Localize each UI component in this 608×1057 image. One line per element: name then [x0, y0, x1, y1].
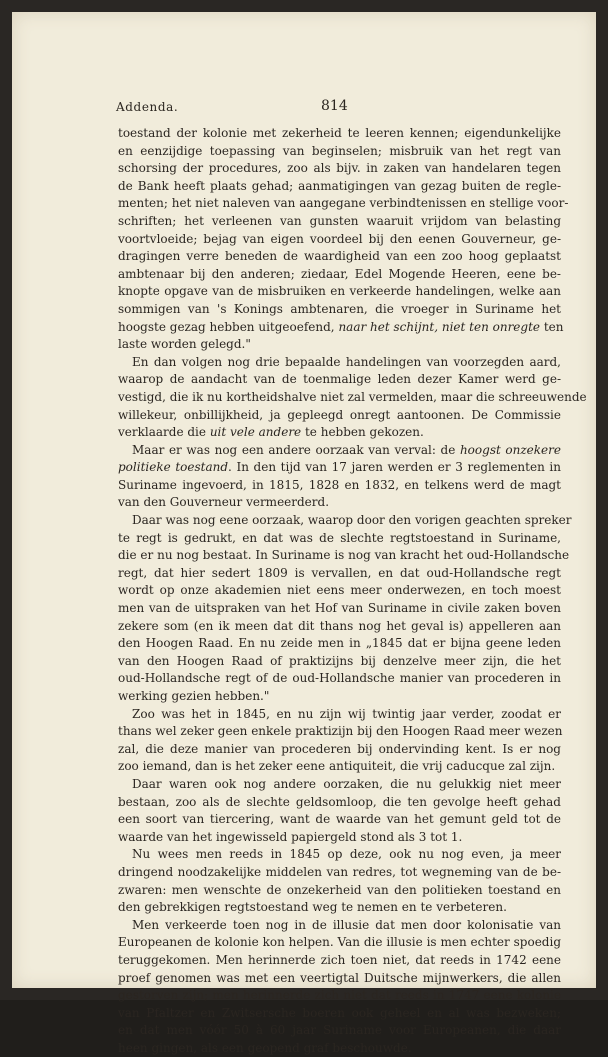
text-line: schorsing der procedures, zoo als bijv. in zaken van handelaren tegen [118, 161, 561, 176]
text-line: wordt op onze akademien niet eens meer onderwezen, en toch moest [118, 583, 561, 598]
text-line: Nu wees men reeds in 1845 op deze, ook nu nog even, ja meer [132, 847, 561, 862]
text-line: En dan volgen nog drie bepaalde handelingen van voorzegden aard, [132, 354, 561, 369]
text-line: menten; het niet naleven van aangegane verbindtenissen en stellige voor- [118, 196, 569, 211]
text-line: gestorven zijn; men herinnerde zich niet dat reeds in 1747 eene kolonie [118, 988, 561, 1003]
text-line: en dat men vóór 50 à 60 jaar Suriname voor Europeanen, die daar [118, 1023, 561, 1038]
text-line: schriften; het verleenen van gunsten waaruit vrijdom van belasting [118, 213, 561, 228]
text-line: verklaarde die uit vele andere te hebben gekozen. [118, 425, 424, 440]
text-line: Maar er was nog een andere oorzaak van verval: de hoogst onzekere [132, 442, 561, 457]
text-line: van den Gouverneur vermeerderd. [118, 495, 330, 510]
text-line: dragingen verre beneden de waardigheid van een zoo hoog geplaatst [118, 249, 561, 264]
text-line: knopte opgave van de misbruiken en verkeerde handelingen, welke aan [118, 284, 561, 299]
text-line: te regt is gedrukt, en dat was de slechte regtstoestand in Suriname, [118, 530, 561, 545]
text-line: en eenzijdige toepassing van beginselen; misbruik van het regt van [118, 143, 561, 158]
paragraph [118, 917, 561, 1057]
text-line: van den Hoogen Raad of praktizijns bij denzelve meer zijn, die het [118, 653, 561, 668]
text-line: zwaren: men wenschte de onzekerheid van den politieken toestand en [118, 882, 561, 897]
paragraph [118, 776, 561, 846]
text-line: heen gingen, als een geopend graf beschouwde. [118, 1040, 412, 1055]
page-number: 814 [321, 98, 348, 114]
running-head: Addenda. [116, 100, 179, 114]
text-line: die er nu nog bestaat. In Suriname is nog van kracht het oud-Hollandsche [118, 548, 570, 563]
paragraph [118, 442, 561, 512]
text-line: bestaan, zoo als de slechte geldsomloop, die ten gevolge heeft gehad [118, 794, 561, 809]
text-line: dringend noodzakelijke middelen van redres, tot wegneming van de be- [118, 864, 561, 879]
text-line: waarop de aandacht van de toenmalige leden dezer Kamer werd ge- [118, 372, 561, 387]
text-line: een soort van tiercering, want de waarde van het gemunt geld tot de [118, 812, 561, 827]
text-line: van Pfaltzer en Zwitsersche boeren ook geheel en al was bezweken; [118, 1005, 561, 1020]
text-line: zal, die deze manier van procederen bij ondervinding kent. Is er nog [118, 741, 561, 756]
text-line: werking gezien hebben." [118, 689, 270, 703]
text-line: toestand der kolonie met zekerheid te leeren kennen; eigendunkelijke [118, 126, 561, 140]
text-line: politieke toestand. In den tijd van 17 jaren werden er 3 reglementen in [118, 460, 561, 475]
body-text [118, 125, 587, 1057]
page-header [116, 96, 504, 116]
text-line: vestigd, die ik nu kortheidshalve niet zal vermelden, maar die schreeuwende [118, 389, 587, 404]
paragraph [118, 354, 587, 442]
paragraph [118, 512, 572, 706]
text-line: thans wel zeker geen enkele praktizijn bij den Hoogen Raad meer wezen [118, 724, 563, 739]
book-page [12, 12, 596, 1055]
text-line: sommigen van 's Konings ambtenaren, die vroeger in Suriname het [118, 301, 561, 316]
paragraph [118, 125, 569, 354]
text-line: Daar was nog eene oorzaak, waarop door den vorigen geachten spreker [132, 513, 572, 528]
text-line: Zoo was het in 1845, en nu zijn wij twintig jaar verder, zoodat er [132, 706, 561, 721]
text-line: de Bank heeft plaats gehad; aanmatigingen van gezag buiten de regle- [118, 178, 561, 193]
text-line: proef genomen was met een veertigtal Duitsche mijnwerkers, die allen [118, 970, 561, 985]
text-line: hoogste gezag hebben uitgeoefend, naar het schijnt, niet ten onregte ten [118, 319, 564, 334]
text-line: laste worden gelegd." [118, 337, 251, 352]
text-line: regt, dat hier sedert 1809 is vervallen, en dat oud-Hollandsche regt [118, 565, 561, 580]
text-line: zoo iemand, dan is het zeker eene antiquiteit, die vrij caducque zal zijn. [118, 759, 556, 774]
text-line: Men verkeerde toen nog in de illusie dat men door kolonisatie van [132, 917, 561, 932]
text-line: willekeur, onbillijkheid, ja gepleegd onregt aantoonen. De Commissie [118, 407, 561, 422]
text-line: Europeanen de kolonie kon helpen. Van die illusie is men echter spoedig [118, 935, 561, 950]
text-line: ambtenaar bij den anderen; ziedaar, Edel Mogende Heeren, eene be- [118, 266, 561, 281]
paragraph [118, 706, 561, 776]
text-line: Suriname ingevoerd, in 1815, 1828 en 1832, en telkens werd de magt [118, 477, 561, 492]
text-line: den Hoogen Raad. En nu zeide men in „1845 dat er bijna geene leden [118, 636, 561, 651]
text-line: voortvloeide; bejag van eigen voordeel bij den eenen Gouverneur, ge- [118, 231, 561, 246]
text-line: oud-Hollandsche regt of de oud-Hollandsche manier van procederen in [118, 671, 561, 686]
text-line: den gebrekkigen regtstoestand weg te nemen en te verbeteren. [118, 900, 507, 915]
text-line: men van de uitspraken van het Hof van Suriname in civile zaken boven [118, 601, 561, 616]
paragraph [118, 846, 561, 916]
text-line: zekere som (en ik meen dat dit thans nog het geval is) appelleren aan [118, 618, 561, 633]
text-line: waarde van het ingewisseld papiergeld stond als 3 tot 1. [118, 829, 463, 844]
text-line: teruggekomen. Men herinnerde zich toen niet, dat reeds in 1742 eene [118, 952, 561, 967]
text-line: Daar waren ook nog andere oorzaken, die nu gelukkig niet meer [132, 776, 561, 791]
